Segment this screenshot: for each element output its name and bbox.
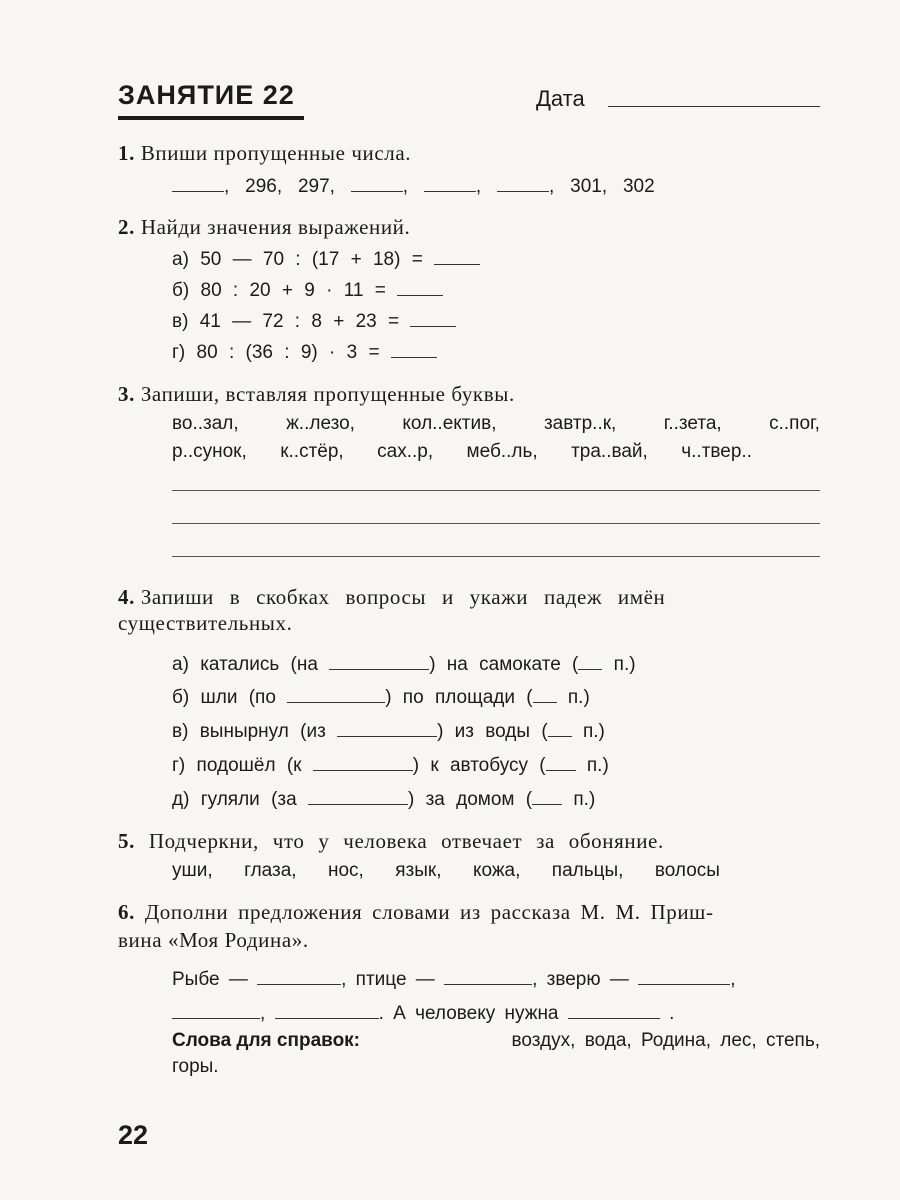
question-blank[interactable]: [337, 718, 437, 737]
noun-phrase: ) за домом (: [407, 789, 533, 810]
case-row-g: [172, 752, 609, 777]
word-option[interactable]: кожа,: [472, 860, 521, 881]
word-with-gap: с..пог,: [769, 413, 820, 434]
noun-phrase: ) к автобусу (: [412, 755, 546, 776]
reference-words: [172, 1030, 820, 1052]
case-row-a: [172, 651, 636, 676]
case-blank[interactable]: [533, 684, 557, 703]
verb: подошёл: [196, 755, 276, 776]
answer-blank[interactable]: [638, 966, 730, 985]
answer-blank[interactable]: [351, 173, 403, 192]
case-abbr: п.): [613, 654, 636, 675]
case-row-b: [172, 684, 590, 709]
verb: катались: [200, 654, 280, 675]
number-296: 296,: [245, 176, 283, 197]
task-3-heading: [118, 382, 515, 407]
noun-phrase: ) на самокате (: [429, 654, 579, 675]
preposition: (за: [271, 789, 297, 810]
task-1-heading: [118, 141, 411, 166]
word-with-gap: ж..лезо,: [286, 413, 355, 434]
task-1-number: 1.: [118, 141, 135, 165]
row-label: б): [172, 687, 190, 708]
answer-blank[interactable]: [434, 246, 480, 265]
preposition: (к: [286, 755, 302, 776]
number-302: 302: [622, 176, 655, 197]
task-4-text: Запиши в скобках вопросы и укажи падеж имён: [140, 585, 666, 609]
expression-v: [172, 308, 456, 333]
task-4-number: 4.: [118, 585, 135, 609]
body-parts-list: [172, 860, 720, 882]
expression-label: б): [172, 280, 190, 301]
answer-blank[interactable]: [410, 308, 456, 327]
word-with-gap: р..сунок,: [172, 441, 247, 462]
word-option[interactable]: пальцы,: [551, 860, 624, 881]
preposition: (из: [300, 721, 326, 742]
answer-blank[interactable]: [275, 1000, 379, 1019]
word-with-gap: завтр..к,: [543, 413, 617, 434]
expression-text: 80 : (36 : 9) · 3 =: [196, 342, 380, 363]
verb: шли: [200, 687, 238, 708]
reference-label: Слова для справок:: [172, 1030, 361, 1051]
question-blank[interactable]: [313, 752, 413, 771]
task-5-text: Подчеркни, что у человека отвечает за обоняние.: [148, 829, 664, 853]
letters-line-1: [172, 413, 820, 435]
task-6-text: Дополни предложения словами из рассказа М. М. Приш-: [144, 900, 714, 924]
expression-label: г): [172, 342, 186, 363]
word-option[interactable]: уши,: [172, 860, 213, 881]
task-6-heading-line-1: [118, 900, 714, 925]
task-5-heading: [118, 829, 664, 854]
word-option[interactable]: глаза,: [244, 860, 297, 881]
answer-blank[interactable]: [497, 173, 549, 192]
row-label: д): [172, 789, 190, 810]
expression-label: а): [172, 249, 189, 270]
preposition: (на: [290, 654, 318, 675]
expression-g: [172, 339, 437, 364]
case-row-d: [172, 786, 595, 811]
word-with-gap: тра..вай,: [571, 441, 648, 462]
task-4-heading-line-2: существительных.: [118, 611, 293, 635]
task-2-heading: [118, 215, 410, 240]
word-with-gap: меб..ль,: [466, 441, 538, 462]
row-label: г): [172, 755, 186, 776]
fill-sentence-line-2: [172, 1000, 674, 1025]
sentence-part: .: [669, 1003, 675, 1024]
case-abbr: п.): [567, 687, 590, 708]
writing-line[interactable]: [172, 556, 820, 557]
verb: вынырнул: [199, 721, 289, 742]
noun-phrase: ) по площади (: [385, 687, 533, 708]
expression-text: 80 : 20 + 9 · 11 =: [200, 280, 386, 301]
expression-text: 41 — 72 : 8 + 23 =: [199, 311, 400, 332]
writing-line[interactable]: [172, 490, 820, 491]
word-option[interactable]: нос,: [328, 860, 364, 881]
date-field[interactable]: [608, 106, 820, 107]
word-with-gap: г..зета,: [663, 413, 722, 434]
expression-text: 50 — 70 : (17 + 18) =: [200, 249, 423, 270]
answer-blank[interactable]: [444, 966, 532, 985]
task-2-text: Найди значения выражений.: [140, 215, 411, 239]
sentence-part: ,: [730, 969, 736, 990]
answer-blank[interactable]: [172, 173, 224, 192]
answer-blank[interactable]: [568, 1000, 660, 1019]
reference-words-line-2: горы.: [172, 1056, 219, 1077]
task-1-sequence: , 296, 297, , , , 301, 302: [172, 173, 655, 198]
letters-line-2: [172, 441, 752, 463]
expression-b: [172, 277, 443, 302]
answer-blank[interactable]: [391, 339, 437, 358]
case-blank[interactable]: [546, 752, 576, 771]
sentence-part: , зверю —: [532, 969, 629, 990]
task-3-text: Запиши, вставляя пропущенные буквы.: [140, 382, 515, 406]
answer-blank[interactable]: [397, 277, 443, 296]
case-blank[interactable]: [532, 786, 562, 805]
task-3-number: 3.: [118, 382, 135, 406]
case-abbr: п.): [586, 755, 609, 776]
word-with-gap: к..стёр,: [280, 441, 344, 462]
answer-blank[interactable]: [172, 1000, 260, 1019]
word-with-gap: ч..твер..: [681, 441, 752, 462]
case-row-v: [172, 718, 605, 743]
question-blank[interactable]: [287, 684, 385, 703]
row-label: в): [172, 721, 189, 742]
noun-phrase: ) из воды (: [437, 721, 548, 742]
task-5-number: 5.: [118, 829, 135, 853]
sentence-part: , птице —: [341, 969, 435, 990]
case-blank[interactable]: [548, 718, 572, 737]
sentence-part: ,: [260, 1003, 266, 1024]
date-label: Дата: [536, 86, 585, 111]
question-blank[interactable]: [329, 651, 429, 670]
title-underline: [118, 116, 304, 120]
expression-a: [172, 246, 480, 271]
case-blank[interactable]: [578, 651, 602, 670]
task-6-number: 6.: [118, 900, 135, 924]
expression-label: в): [172, 311, 189, 332]
task-2-number: 2.: [118, 215, 135, 239]
word-option[interactable]: волосы: [654, 860, 720, 881]
task-6-heading-line-2: вина «Моя Родина».: [118, 928, 309, 952]
word-with-gap: во..зал,: [172, 413, 239, 434]
case-abbr: п.): [573, 789, 596, 810]
word-with-gap: сах..р,: [377, 441, 434, 462]
sentence-part: Рыбе —: [172, 969, 248, 990]
question-blank[interactable]: [308, 786, 408, 805]
case-abbr: п.): [582, 721, 605, 742]
reference-words-line-1: воздух, вода, Родина, лес, степь,: [511, 1030, 820, 1051]
number-301: 301,: [570, 176, 608, 197]
task-4-heading-line-1: [118, 585, 820, 610]
lesson-title: ЗАНЯТИЕ 22: [118, 80, 295, 110]
preposition: (по: [248, 687, 276, 708]
fill-sentence-line-1: [172, 966, 735, 991]
number-297: 297,: [297, 176, 335, 197]
word-with-gap: кол..ектив,: [402, 413, 497, 434]
answer-blank[interactable]: [257, 966, 341, 985]
answer-blank[interactable]: [424, 173, 476, 192]
row-label: а): [172, 654, 189, 675]
writing-line[interactable]: [172, 523, 820, 524]
page-number: 22: [118, 1120, 149, 1150]
sentence-part: . А человеку нужна: [378, 1003, 559, 1024]
word-option[interactable]: язык,: [395, 860, 442, 881]
verb: гуляли: [200, 789, 260, 810]
task-1-text: Впиши пропущенные числа.: [140, 141, 412, 165]
